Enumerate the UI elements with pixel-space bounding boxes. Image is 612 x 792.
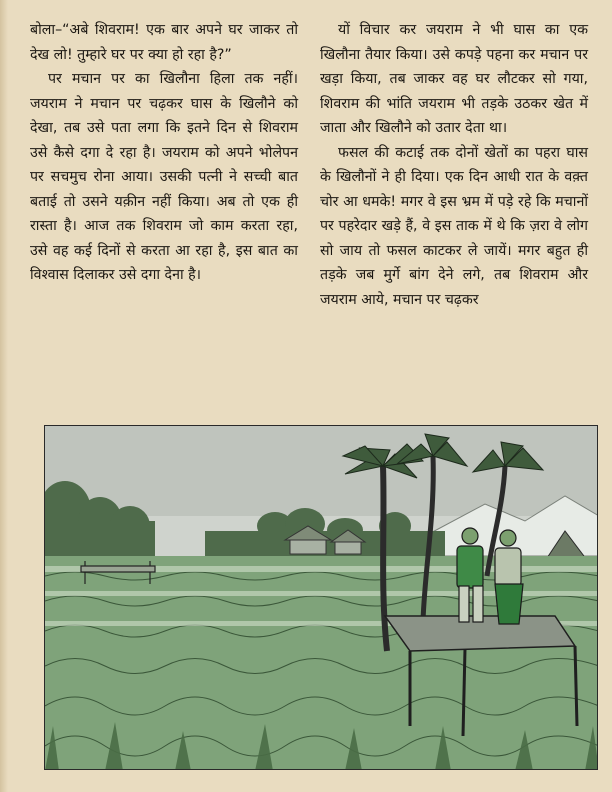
field-scene	[45, 426, 598, 770]
paragraph: यों विचार कर जयराम ने भी घास का एक खिलौना तैयार किया। उसे कपड़े पहना कर मचान पर खड़ा किया, तब जाकर वह घर लौटकर सो गया, शिवराम की भांति जयराम भी तड़के उठकर खेत में जाता और खिलौने को उतार देता था।	[320, 22, 588, 136]
story-illustration	[44, 425, 598, 770]
paragraph: पर मचान पर का खिलौना हिला तक नहीं। जयराम ने मचान पर चढ़कर घास के खिलौने को देखा, तब उसे पता लगा कि इतने दिन से शिवराम उसे कैसे दगा दे रहा है। जयराम को अपने भोलेपन पर सचमुच रोना आया। उसकी पत्नी ने सच्ची बात बताई तो उसने यक़ीन नहीं किया। अब तो एक ही रास्ता है। आज तक शिवराम जो काम करता रहा, उसे वह कई दिनों से करता आ रहा है, इस बात का विश्वास दिलाकर उसे दगा देना है।	[30, 71, 298, 283]
paragraph: बोला–“अबे शिवराम! एक बार अपने घर जाकर तो देख लो! तुम्हारे घर पर क्या हो रहा है?”	[30, 22, 298, 63]
story-column-left	[30, 18, 298, 288]
page-edge	[0, 0, 8, 792]
story-column-right	[320, 18, 588, 312]
paragraph: फसल की कटाई तक दोनों खेतों का पहरा घास के खिलौनों ने ही दिया। एक दिन आधी रात के वक़्त चोर आ धमके! मगर वे इस भ्रम में पड़े रहे कि मचानों पर पहरेदार खड़े हैं, वे इस ताक में थे कि ज़रा वे लोग सो जाय तो फसल काटकर ले जायें। मगर बहुत ही तड़के जब मुर्गे बांग देने लगे, तब शिवराम और जयराम आये, मचान पर चढ़कर	[320, 144, 588, 308]
